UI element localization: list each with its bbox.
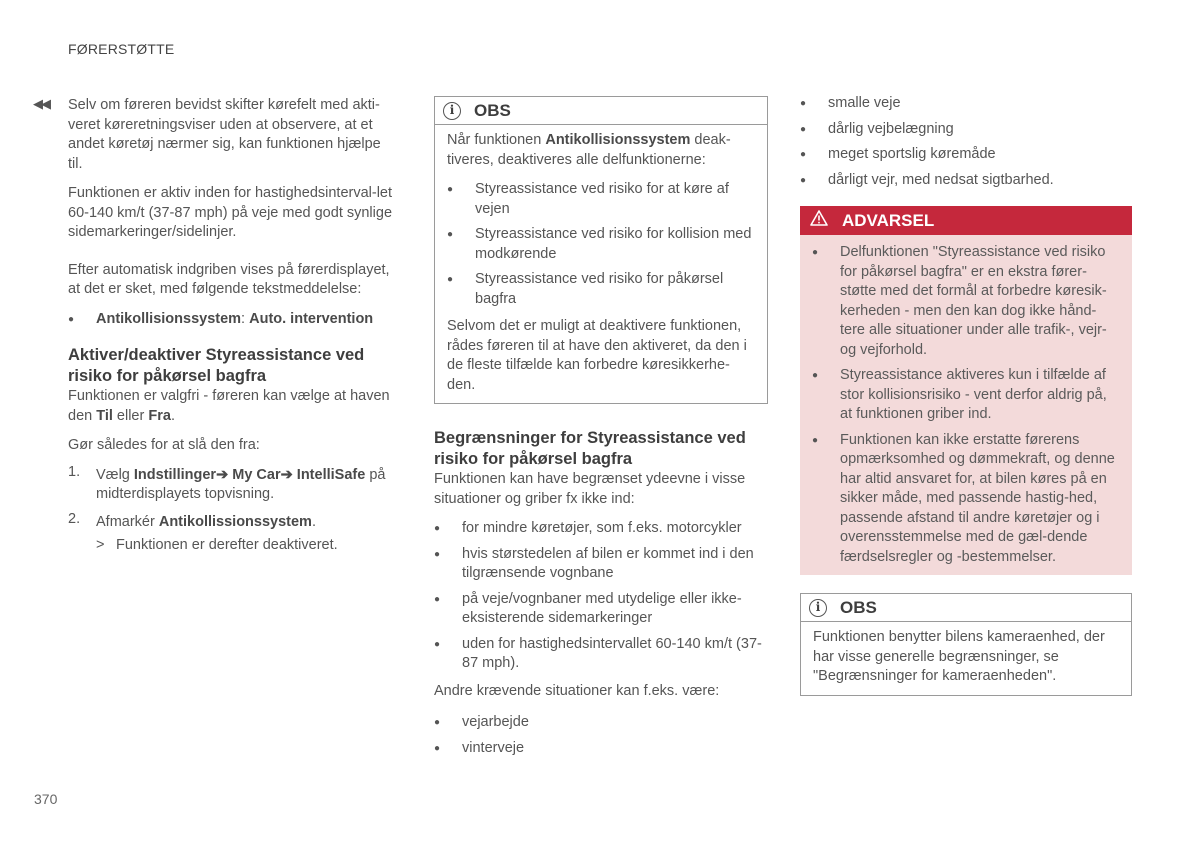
list-item: ● uden for hastighedsintervallet 60-140 km/t (37-87 mph). <box>434 635 768 674</box>
obs-header <box>435 97 767 125</box>
obs-body <box>801 622 1131 695</box>
arrow-right-icon: ➔ <box>280 466 293 483</box>
obs-box <box>434 96 768 404</box>
warning-list <box>812 243 1120 567</box>
paragraph: Efter automatisk indgriben vises på førerdisplayet, at det er sket, med følgende tekstmeddelelse: <box>68 261 390 297</box>
warning-body <box>800 235 1132 575</box>
step-number: 1. <box>68 463 81 480</box>
double-left-arrows-icon[interactable]: ◀◀ <box>33 96 49 111</box>
list-item: ● for mindre køretøjer, som f.eks. motorcykler <box>434 519 768 539</box>
text: Funktionen er valgfri - føreren kan vælge at haven den <box>68 388 390 424</box>
list-item: ● dårlig vejbelægning <box>800 120 1132 140</box>
warning-triangle-icon <box>810 210 828 231</box>
list-item: ● Styreassistance aktiveres kun i tilfælde af stor kollisionsrisiko - vent derfor aldrig på, at funktionen griber ind. <box>812 366 1120 425</box>
text: Vælg <box>96 466 134 483</box>
obs-header <box>801 594 1131 622</box>
list-item: ● Styreassistance ved risiko for påkørsel bagfra <box>447 270 755 309</box>
message-value: Auto. intervention <box>249 310 374 327</box>
section-heading: Begrænsninger for Styreassistance ved risiko for påkørsel bagfra <box>434 429 746 468</box>
warning-title: ADVARSEL <box>842 210 935 230</box>
result-mark: > <box>96 537 105 553</box>
result-text: Funktionen er derefter deaktiveret. <box>116 537 338 553</box>
obs-body <box>435 125 767 403</box>
obs-list <box>447 180 755 309</box>
paragraph: Selv om føreren bevidst skifter kørefelt med akti-veret køreretningsviser uden at observere, at et andet køretøj nærmer sig, kan funktionen hjælpe til. <box>68 97 381 172</box>
column-1 <box>68 96 398 556</box>
situation-list <box>434 713 768 758</box>
option-til: Til <box>96 407 113 424</box>
function-name: Antikollisionssystem <box>545 132 691 148</box>
step-result <box>96 536 398 556</box>
paragraph: Funktionen kan have begrænset ydeevne i visse situationer og griber fx ikke ind: <box>434 471 746 507</box>
text: Når funktionen <box>447 132 546 148</box>
paragraph: Funktionen er aktiv inden for hastighedsinterval-let 60-140 km/t (37-87 mph) på veje med godt synlige sidemarkeringer/sidelinjer. <box>68 185 393 240</box>
text: eller <box>112 407 149 424</box>
menu-path-item: My Car <box>232 466 281 483</box>
separator: : <box>241 310 250 327</box>
menu-path-item: IntelliSafe <box>296 466 366 483</box>
paragraph <box>447 131 755 170</box>
situation-list-continued <box>800 94 1132 190</box>
paragraph: Funktionen benytter bilens kameraenhed, der har visse generelle begrænsninger, se "Begrænsninger for kameraenheden". <box>813 629 1105 684</box>
paragraph: Andre krævende situationer kan f.eks. være: <box>434 682 720 699</box>
column-2 <box>434 96 768 766</box>
message-name: Antikollisionssystem <box>96 310 242 327</box>
step-2 <box>68 510 398 533</box>
text: . <box>311 513 316 530</box>
warning-box <box>800 206 1132 575</box>
step-1 <box>68 463 398 505</box>
option-fra: Fra <box>148 407 171 424</box>
list-item: ● på veje/vognbaner med utydelige eller ikke-eksisterende sidemarkeringer <box>434 590 768 629</box>
text: . <box>170 407 175 424</box>
list-item: ● hvis størstedelen af bilen er kommet ind i den tilgrænsende vognbane <box>434 545 768 584</box>
obs-box <box>800 593 1132 696</box>
arrow-right-icon: ➔ <box>216 466 229 483</box>
section-heading: Aktiver/deaktiver Styreassistance ved risiko for påkørsel bagfra <box>68 346 365 385</box>
menu-path-item: Indstillinger <box>133 466 217 483</box>
info-circle-icon: i <box>443 102 461 120</box>
list-item <box>68 310 398 330</box>
step-number: 2. <box>68 510 81 527</box>
list-item: ● vejarbejde <box>434 713 768 733</box>
warning-header <box>800 206 1132 235</box>
list-item: ● Delfunktionen "Styreassistance ved risiko for påkørsel bagfra" er en ekstra fører-støtte med det formål at forbedre køresik-kerheden - men den kan dog ikke hånd-tere alle situationer under alle trafik-, vejr- og vejforhold. <box>812 243 1120 360</box>
info-circle-icon: i <box>809 599 827 617</box>
list-item: ● dårligt vejr, med nedsat sigtbarhed. <box>800 171 1132 191</box>
list-item: ● vinterveje <box>434 739 768 759</box>
paragraph <box>68 387 398 426</box>
page-number: 370 <box>34 791 58 807</box>
text: deak-tiveres, deaktiveres alle delfunktionerne: <box>447 132 731 168</box>
list-item: ● meget sportslig køremåde <box>800 145 1132 165</box>
column-3 <box>800 94 1132 696</box>
paragraph: Selvom det er muligt at deaktivere funktionen, rådes føreren til at have den aktiveret, da den i de fleste tilfælde kan forbedre køresikkerhe-den. <box>447 318 747 393</box>
message-list <box>68 310 398 330</box>
list-item: ● smalle veje <box>800 94 1132 114</box>
obs-title: OBS <box>474 100 511 120</box>
text: Afmarkér <box>96 513 159 530</box>
setting-name: Antikollissionssystem <box>158 513 312 530</box>
section-title: FØRERSTØTTE <box>68 41 175 57</box>
list-item: ● Styreassistance ved risiko for kollision med modkørende <box>447 225 755 264</box>
list-item: ● Styreassistance ved risiko for at køre af vejen <box>447 180 755 219</box>
obs-title: OBS <box>840 597 877 617</box>
limitation-list <box>434 519 768 674</box>
list-item: ● Funktionen kan ikke erstatte førerens opmærksomhed og dømmekraft, og denne har altid ansvaret for, at bilen køres på en sikker måde, med passende hastig-hed, passende afstand til andre køretøjer og i overensstemmelse med de gæl-dende færdselsregler og -bestemmelser. <box>812 431 1120 568</box>
text: på midterdisplayets topvisning. <box>96 466 386 502</box>
paragraph: Gør således for at slå den fra: <box>68 437 260 453</box>
